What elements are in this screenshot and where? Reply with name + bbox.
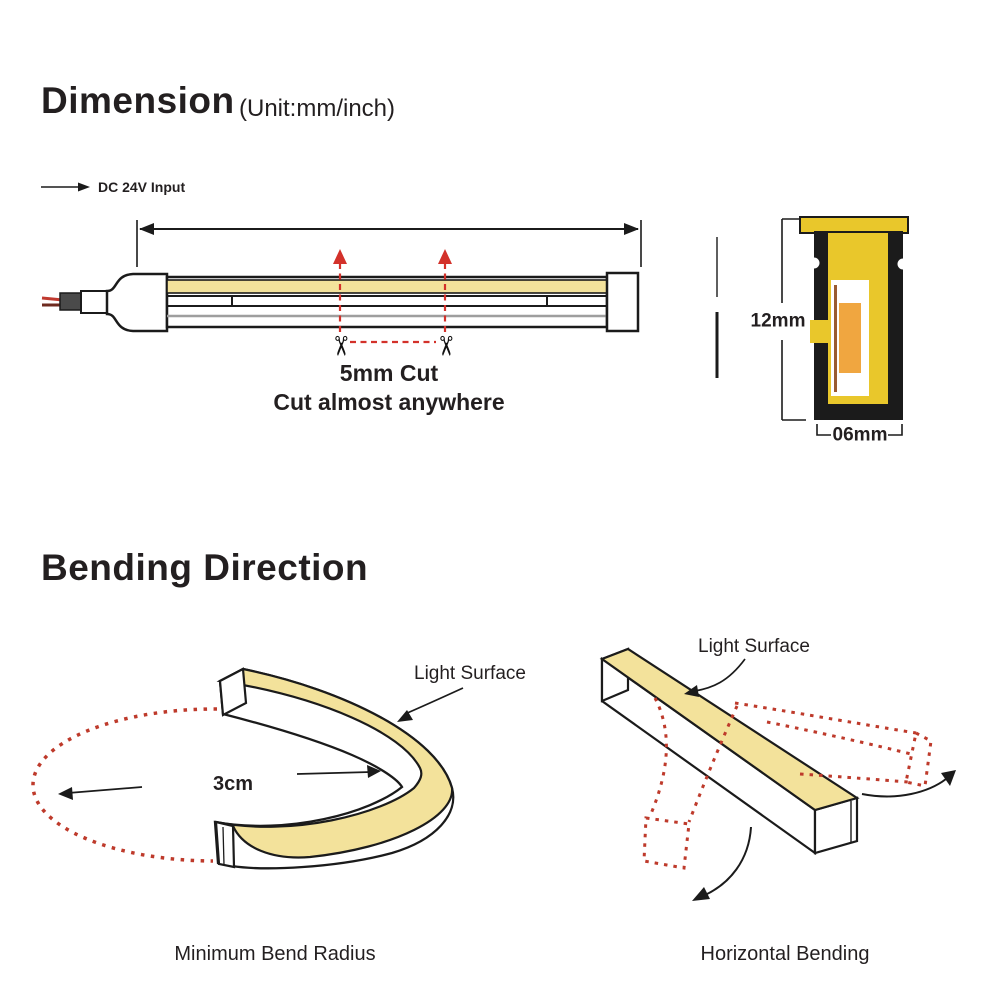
bending-section-title: Bending Direction (41, 547, 369, 588)
cross-section-view (717, 217, 909, 435)
strip-side-view (42, 273, 638, 331)
connector-neck (81, 291, 107, 313)
end-cap (607, 273, 638, 331)
height-dimension-label: 12mm (750, 310, 806, 332)
wall-notch-right (898, 259, 909, 270)
bend-radius-label: 3cm (212, 773, 254, 795)
cut-label: 5mm Cut (339, 360, 439, 386)
profile-flange (800, 217, 908, 233)
wall-gap (810, 320, 828, 343)
light-surface-label-right: Light Surface (698, 636, 810, 657)
led-chip (839, 303, 861, 373)
cut-sublabel: Cut almost anywhere (273, 389, 505, 415)
light-surface-pointer-left (397, 688, 463, 722)
radius-arrow-left (58, 787, 142, 800)
light-surface-band (167, 280, 607, 293)
wall-notch-left (809, 258, 820, 269)
scissors-icon: ✂ (325, 334, 356, 358)
bend-circle-dotted (33, 709, 217, 861)
light-surface-label-left: Light Surface (414, 663, 526, 684)
horizontal-bend-diagram (602, 649, 956, 901)
length-dimension-line (137, 220, 641, 267)
radius-arrow-right (297, 765, 381, 778)
min-bend-caption: Minimum Bend Radius (174, 943, 376, 965)
pcb-edge (834, 285, 837, 392)
dimension-section-title: Dimension (41, 80, 235, 121)
light-surface-pointer-right (684, 659, 745, 697)
dc-input-arrow (41, 183, 90, 192)
strip-end-face-bottom (216, 822, 234, 867)
dimension-unit-note: (Unit:mm/inch) (239, 95, 396, 122)
connector-cap (107, 274, 167, 331)
width-dimension-label: 06mm (832, 424, 888, 446)
dc-input-label: DC 24V Input (98, 179, 186, 195)
scissors-icon: ✂ (430, 334, 461, 358)
bend-arrow-down (692, 827, 751, 901)
min-bend-diagram (33, 669, 463, 868)
horizontal-bend-caption: Horizontal Bending (700, 943, 870, 965)
cable-sleeve (60, 293, 81, 310)
